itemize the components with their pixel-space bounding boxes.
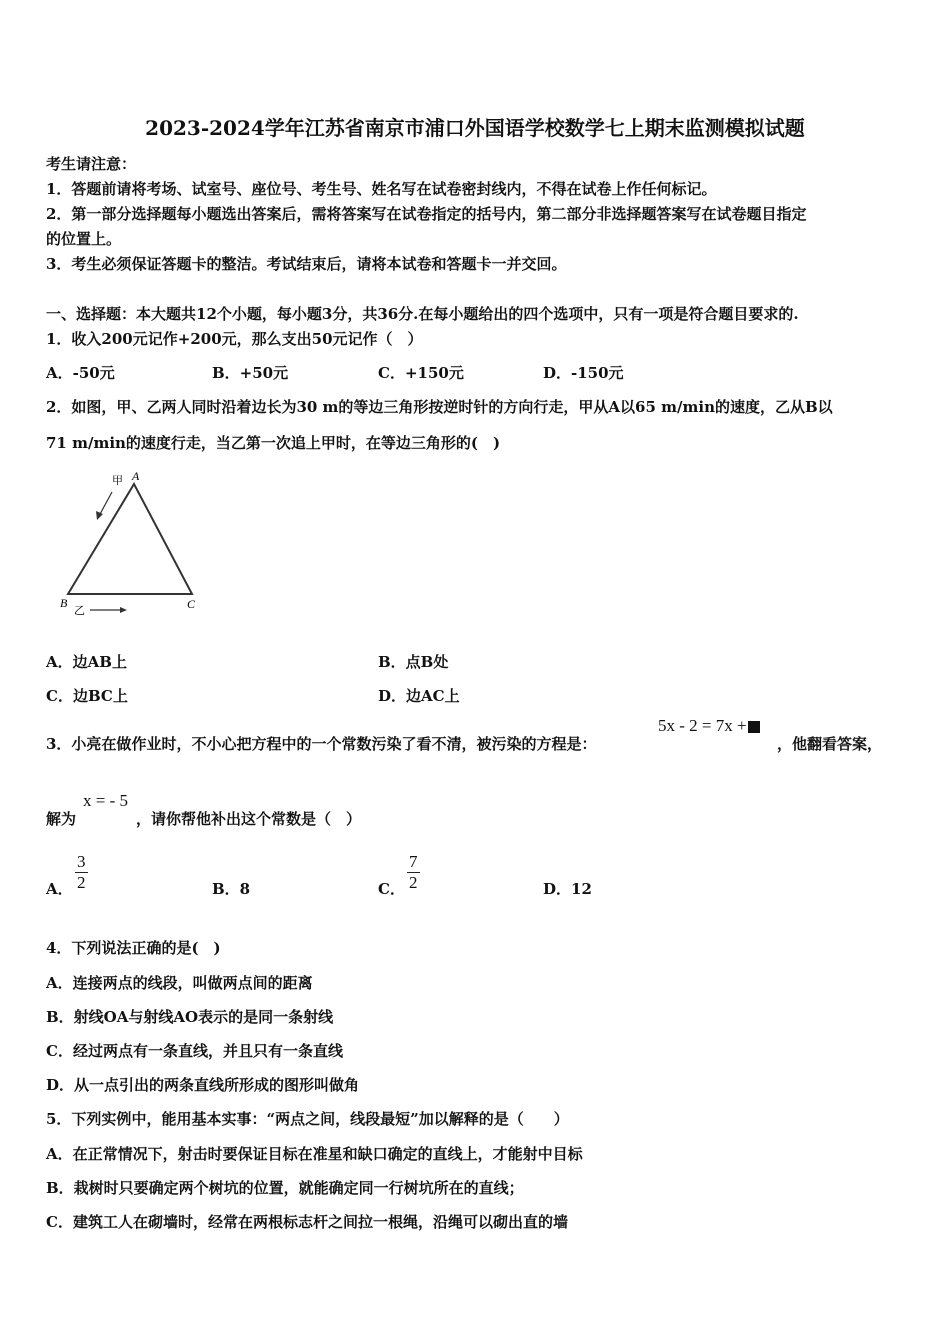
triangle-figure bbox=[50, 466, 210, 621]
q2-option-b: B．点B处 bbox=[378, 653, 449, 671]
q5-option-c: C．建筑工人在砌墙时，经常在两根标志杆之间拉一根绳，沿绳可以砌出直的墙 bbox=[46, 1213, 568, 1231]
jia-direction-arrow bbox=[99, 492, 112, 516]
yi-arrow-head bbox=[120, 607, 127, 613]
q3-equation bbox=[658, 716, 760, 736]
label-c: C bbox=[187, 597, 196, 611]
jia-arrow-head bbox=[96, 511, 103, 520]
q1-stem: 1．收入200元记作+200元，那么支出50元记作（ ） bbox=[46, 330, 423, 348]
fraction-numerator: 3 bbox=[77, 852, 86, 871]
q3-option-a-label: A． bbox=[46, 880, 73, 898]
q2-stem-line2: 71 m/min的速度行走，当乙第一次追上甲时，在等边三角形的( ) bbox=[46, 434, 501, 452]
label-b: B bbox=[60, 596, 68, 610]
q1-option-c: C．+150元 bbox=[378, 364, 464, 382]
section-heading: 一、选择题：本大题共12个小题，每小题3分，共36分.在每小题给出的四个选项中，只有一项是符合题目要求的. bbox=[46, 305, 799, 323]
q3-option-b: B．8 bbox=[212, 880, 251, 898]
q3-option-d: D．12 bbox=[543, 880, 592, 898]
q3-stem-line1: 3．小亮在做作业时，不小心把方程中的一个常数污染了看不清，被污染的方程是： bbox=[46, 735, 597, 753]
q2-stem-line1: 2．如图，甲、乙两人同时沿着边长为30 m的等边三角形按逆时针的方向行走，甲从A以65 m/min的速度，乙从B以 bbox=[46, 398, 833, 416]
fraction-denominator: 2 bbox=[409, 873, 418, 892]
q3-stem-line1-end: ，他翻看答案， bbox=[777, 735, 883, 753]
notice-line-1: 1．答题前请将考场、试室号、座位号、考生号、姓名写在试卷密封线内，不得在试卷上作任何标记。 bbox=[46, 180, 717, 198]
q4-option-d: D．从一点引出的两条直线所形成的图形叫做角 bbox=[46, 1076, 360, 1094]
q4-option-b: B．射线OA与射线AO表示的是同一条射线 bbox=[46, 1008, 334, 1026]
q3-stem-line2a: 解为 bbox=[46, 810, 77, 828]
notice-line-3: 3．考生必须保证答题卡的整洁。考试结束后，请将本试卷和答题卡一并交回。 bbox=[46, 255, 567, 273]
q2-option-a: A．边AB上 bbox=[46, 653, 127, 671]
q5-option-b: B．栽树时只要确定两个树坑的位置，就能确定同一行树坑所在的直线； bbox=[46, 1179, 524, 1197]
notice-line-2b: 的位置上。 bbox=[46, 230, 122, 248]
label-yi: 乙 bbox=[74, 604, 85, 617]
q3-stem-line2b: ，请你帮他补出这个常数是（ ） bbox=[136, 810, 362, 828]
q4-option-a: A．连接两点的线段，叫做两点间的距离 bbox=[46, 974, 313, 992]
equation-text: 5x - 2 = 7x + bbox=[658, 716, 747, 735]
q1-option-a: A．-50元 bbox=[46, 364, 115, 382]
triangle-shape bbox=[68, 484, 192, 594]
q4-stem: 4．下列说法正确的是( ) bbox=[46, 939, 221, 957]
label-jia: 甲 bbox=[112, 474, 123, 487]
q3-solution: x = - 5 bbox=[83, 791, 128, 810]
page-title: 2023-2024学年江苏省南京市浦口外国语学校数学七上期末监测模拟试题 bbox=[145, 116, 805, 140]
fraction-denominator: 2 bbox=[77, 873, 86, 892]
q1-option-d: D．-150元 bbox=[543, 364, 624, 382]
q3-option-c-fraction bbox=[407, 852, 420, 893]
q2-option-c: C．边BC上 bbox=[46, 687, 128, 705]
notice-line-2a: 2．第一部分选择题每小题选出答案后，需将答案写在试卷指定的括号内，第二部分非选择题答案写在试卷题目指定 bbox=[46, 205, 807, 223]
fraction-numerator: 7 bbox=[409, 852, 418, 871]
q5-option-a: A．在正常情况下，射击时要保证目标在准星和缺口确定的直线上，才能射中目标 bbox=[46, 1145, 583, 1163]
q4-option-c: C．经过两点有一条直线，并且只有一条直线 bbox=[46, 1042, 343, 1060]
q2-option-d: D．边AC上 bbox=[378, 687, 460, 705]
stain-block-icon bbox=[748, 721, 760, 733]
notice-heading: 考生请注意： bbox=[46, 155, 137, 173]
q5-stem: 5．下列实例中，能用基本实事：“两点之间，线段最短”加以解释的是（ ） bbox=[46, 1110, 569, 1128]
q3-option-a-fraction bbox=[75, 852, 88, 893]
q3-option-c-label: C． bbox=[378, 880, 405, 898]
q1-option-b: B．+50元 bbox=[212, 364, 289, 382]
label-a: A bbox=[132, 469, 140, 483]
